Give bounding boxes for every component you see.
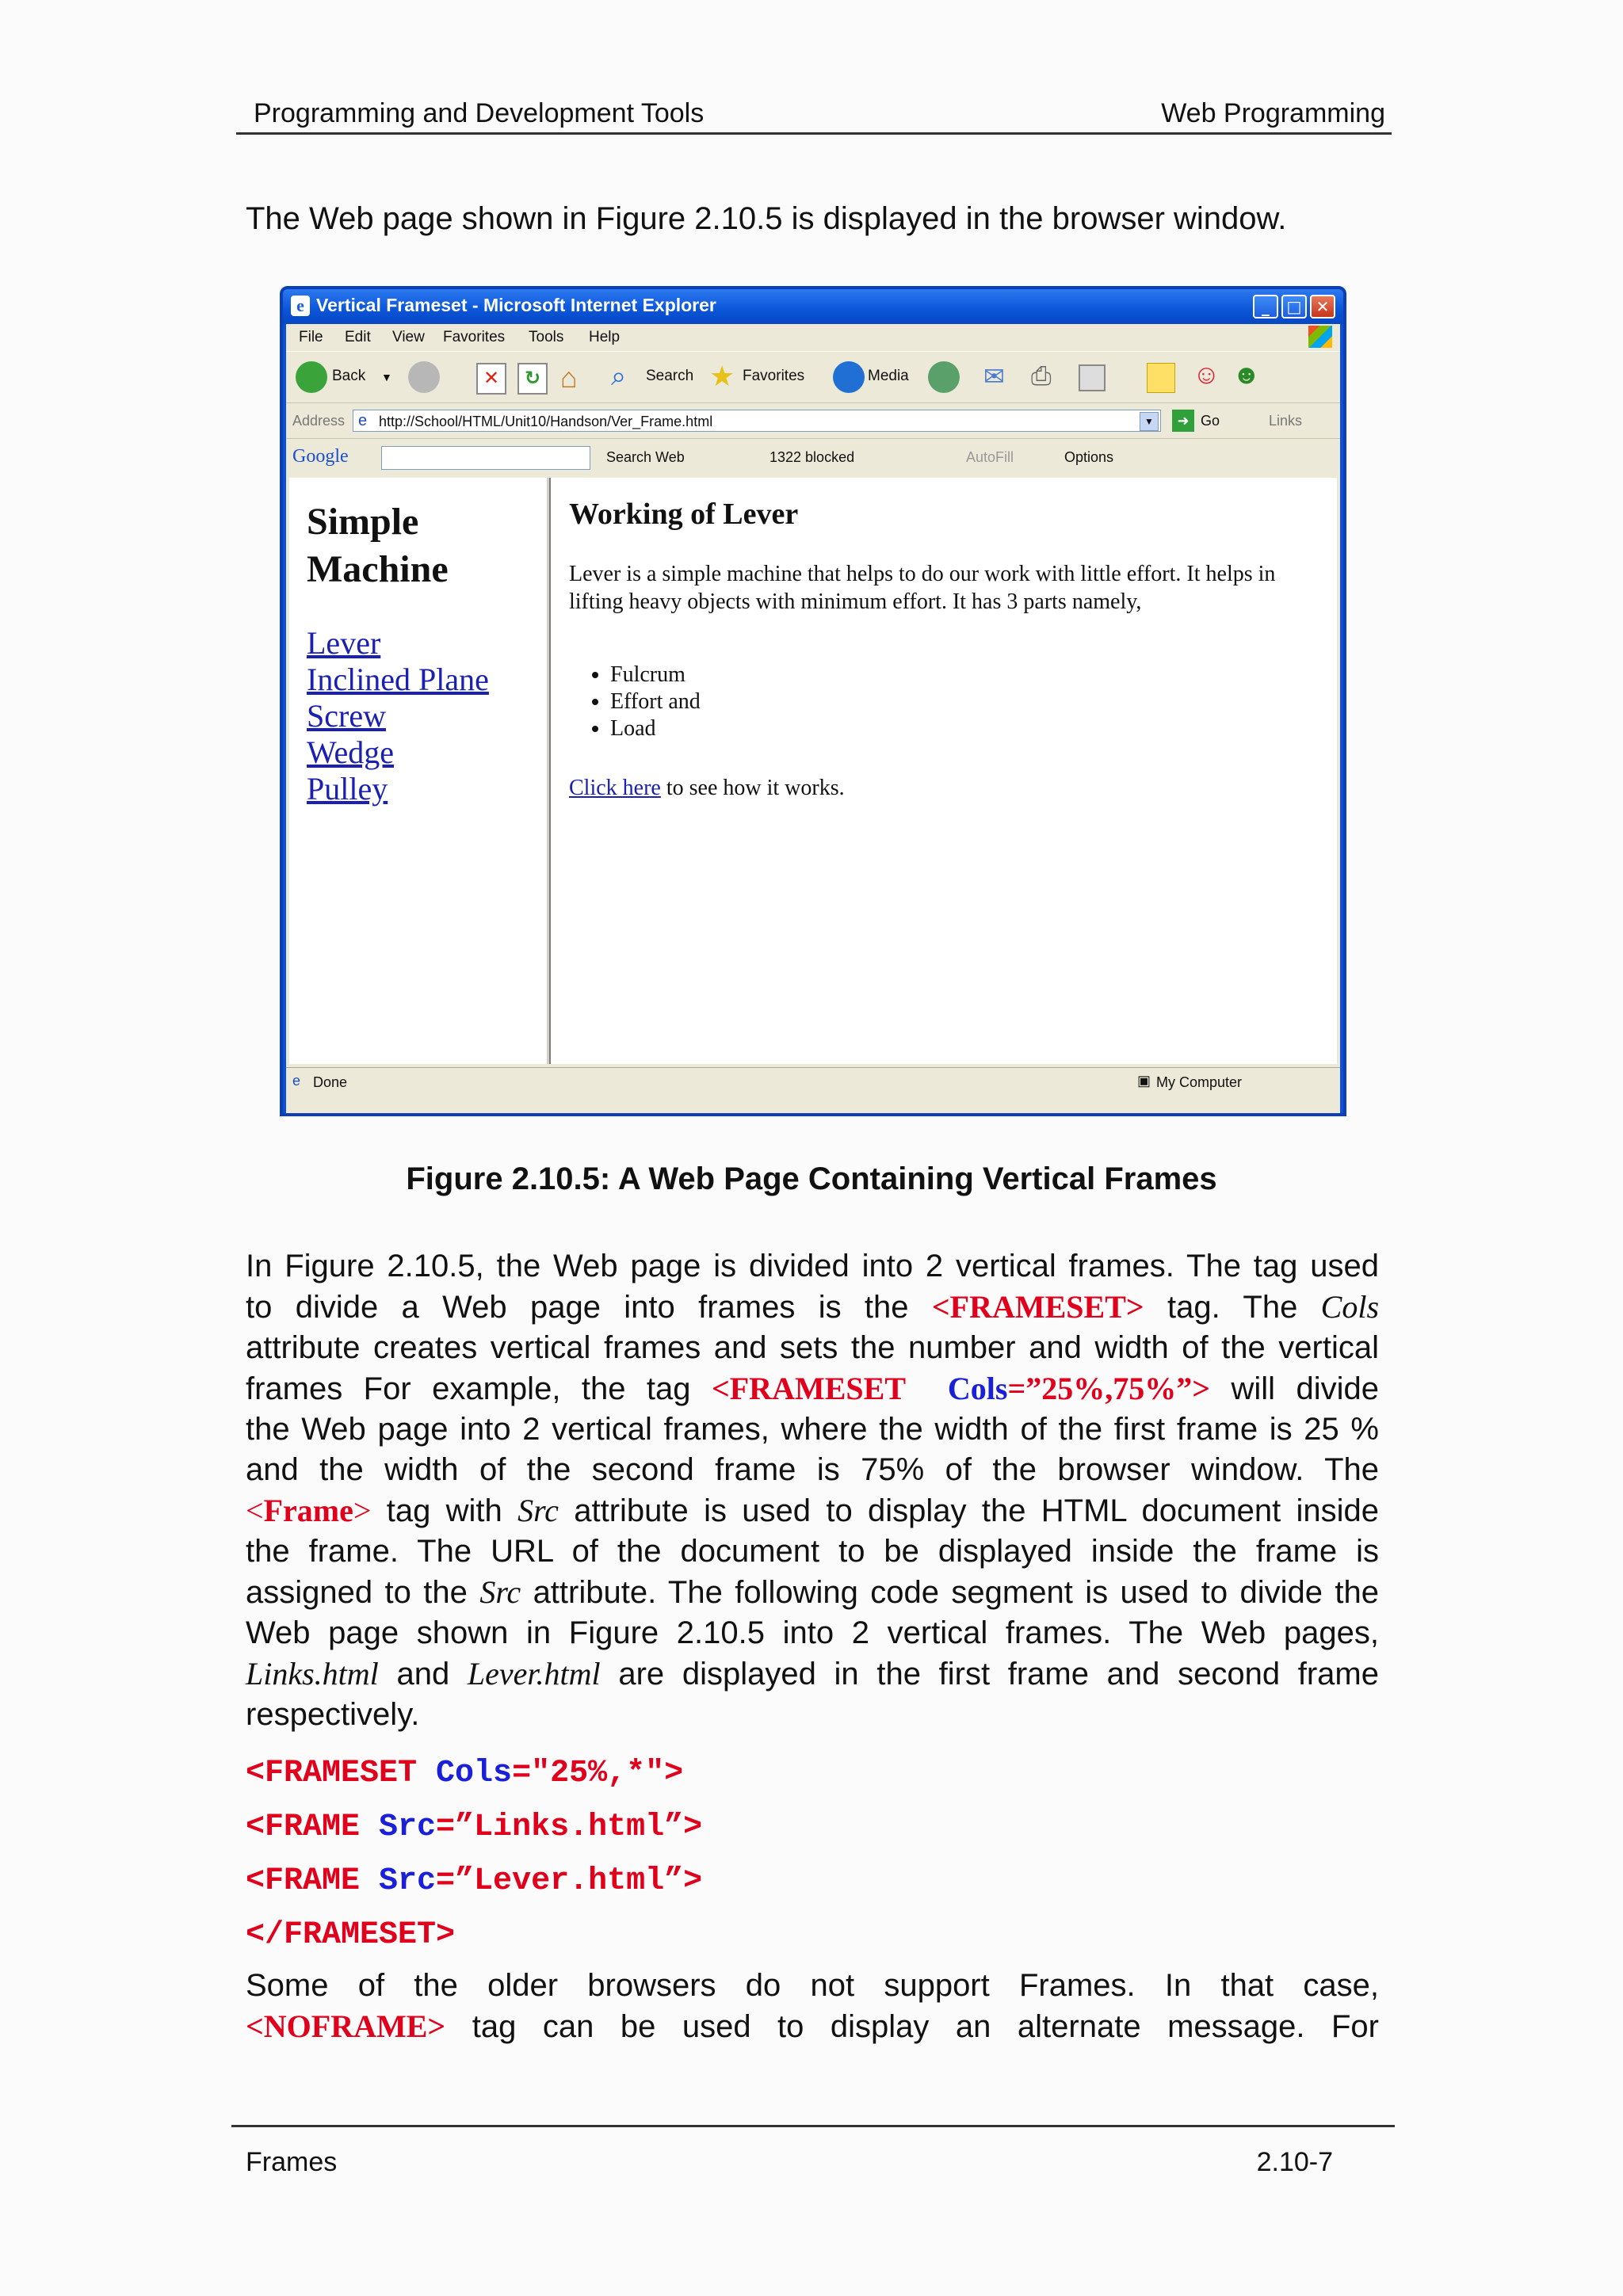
discuss-icon[interactable] — [1147, 363, 1175, 393]
refresh-icon[interactable]: ↻ — [517, 363, 548, 395]
go-button[interactable]: Go — [1201, 413, 1220, 429]
header-rule — [236, 132, 1392, 135]
browser-screenshot — [280, 286, 1346, 1116]
address-value: http://School/HTML/Unit10/Handson/Ver_Frame.html — [379, 414, 713, 429]
bullet-fulcrum: • Fulcrum — [610, 662, 701, 688]
header-left: Programming and Development Tools — [254, 98, 705, 128]
bullet-load: • Load — [610, 715, 701, 742]
maximize-button[interactable]: □ — [1281, 295, 1307, 318]
nav-link-pulley[interactable]: Pulley — [307, 771, 388, 807]
media-icon[interactable] — [833, 361, 865, 393]
nav-link-lever[interactable]: Lever — [307, 625, 381, 661]
favorites-button[interactable]: Favorites — [743, 368, 805, 384]
minimize-button[interactable]: _ — [1253, 295, 1278, 318]
options-button[interactable]: Options — [1064, 449, 1114, 465]
status-text: Done — [313, 1074, 348, 1090]
menu-favorites[interactable]: Favorites — [443, 329, 506, 345]
menu-file[interactable]: File — [299, 329, 323, 345]
bullet-effort: • Effort and — [610, 688, 701, 715]
status-bar — [286, 1067, 1340, 1097]
code-line: </FRAMESET> — [246, 1917, 456, 1953]
frameset-area — [289, 478, 1337, 1064]
contacts-icon[interactable]: ☻ — [1232, 360, 1261, 390]
google-logo[interactable]: Google — [292, 446, 349, 467]
page-number: 2.10-7 — [1256, 2147, 1333, 2177]
mail-icon[interactable]: ✉ — [983, 362, 1005, 391]
left-title-line2: Machine — [307, 548, 449, 590]
frameset-tag: <FRAMESET> — [931, 1289, 1144, 1325]
ie-icon: e — [291, 296, 310, 316]
nav-link-wedge[interactable]: Wedge — [307, 734, 395, 770]
forward-arrow-icon[interactable] — [408, 361, 440, 393]
code-line: <FRAME Src=”Lever.html”> — [246, 1863, 703, 1899]
messenger-icon[interactable]: ☺ — [1193, 360, 1220, 390]
right-heading: Working of Lever — [569, 498, 799, 531]
stop-icon[interactable]: ✕ — [476, 363, 506, 395]
home-icon[interactable]: ⌂ — [560, 361, 578, 394]
right-body: Lever is a simple machine that helps to do our work with little effort. It helps in lifting heavy objects with minimum effort. It has 3 parts namely, — [569, 562, 1276, 614]
body-paragraph: In Figure 2.10.5, the Web page is divided into 2 vertical frames. The tag used to divide a Web page into frames is the <FRAMESET> tag. The Cols attribute creates vertical frames and sets the number and width of the vertical frames For example, the tag <FRAMESET Cols=”25%,75%”> will divide the Web page into 2 vertical frames, where the width of the first frame is 25 % and the width of the second frame is 75% of the browser window. The <Frame> tag with Src attribute is used to display the HTML document inside the frame. The URL of the document to be displayed inside the frame is assigned to the Src attribute. The following code segment is used to divide the Web page shown in Figure 2.10.5 into 2 vertical frames. The Web pages, Links.html and Lever.html are displayed in the first frame and second frame respectively. — [246, 1246, 1379, 1735]
toolbar — [286, 351, 1340, 403]
print-icon[interactable]: ⎙ — [1031, 361, 1052, 390]
address-label: Address — [292, 413, 346, 429]
click-here-rest: to see how it works. — [660, 776, 845, 800]
go-arrow-icon[interactable]: ➜ — [1172, 410, 1194, 432]
title-bar — [283, 289, 1343, 324]
back-dropdown-icon[interactable]: ▼ — [381, 371, 392, 383]
address-dropdown-icon[interactable]: ▼ — [1140, 412, 1159, 431]
search-icon[interactable]: ⌕ — [611, 361, 627, 391]
computer-icon: ▣ — [1137, 1073, 1151, 1089]
left-frame — [289, 478, 551, 1064]
menu-help[interactable]: Help — [589, 329, 621, 345]
figure-caption: Figure 2.10.5: A Web Page Containing Vertical Frames — [406, 1161, 1217, 1196]
menu-bar — [286, 324, 1340, 349]
autofill-button[interactable]: AutoFill — [966, 449, 1014, 465]
right-frame — [555, 478, 1337, 1064]
back-arrow-icon[interactable] — [296, 361, 327, 393]
status-zone: My Computer — [1156, 1074, 1243, 1090]
windows-logo-icon — [1308, 326, 1332, 348]
code-line: <FRAME Src=”Links.html”> — [246, 1810, 703, 1845]
frame-tag: Frame — [263, 1493, 353, 1528]
code-line: <FRAMESET Cols="25%,*"> — [246, 1756, 684, 1791]
history-icon[interactable] — [928, 361, 960, 393]
intro-text: The Web page shown in Figure 2.10.5 is displayed in the browser window. — [246, 201, 1287, 236]
media-button[interactable]: Media — [868, 368, 909, 384]
address-bar — [286, 403, 1340, 439]
left-title-line1: Simple — [307, 501, 419, 543]
google-search-web[interactable]: Search Web — [606, 449, 685, 465]
footer-rule — [231, 2125, 1395, 2127]
menu-tools[interactable]: Tools — [529, 329, 564, 345]
close-button[interactable]: ✕ — [1310, 295, 1335, 318]
window-title: Vertical Frameset - Microsoft Internet Explorer — [316, 295, 716, 315]
noframe-tag: <NOFRAME> — [246, 2008, 446, 2044]
page-icon: e — [358, 412, 368, 429]
browser-body — [286, 324, 1340, 1113]
code-block — [246, 1753, 702, 1955]
menu-view[interactable]: View — [392, 329, 425, 345]
address-input[interactable] — [353, 410, 1161, 432]
edit-icon[interactable] — [1079, 364, 1106, 391]
links-label[interactable]: Links — [1269, 413, 1303, 429]
click-here-link[interactable]: Click here — [569, 776, 661, 800]
google-search-input[interactable] — [381, 446, 590, 470]
header-right: Web Programming — [1161, 98, 1385, 128]
nav-link-screw[interactable]: Screw — [307, 698, 386, 734]
footer-left: Frames — [246, 2147, 338, 2177]
favorites-star-icon[interactable]: ★ — [709, 360, 735, 392]
menu-edit[interactable]: Edit — [345, 329, 371, 345]
status-page-icon: e — [292, 1073, 301, 1089]
body-line: In Figure 2.10.5, the Web page is divided into 2 vertical frames. The tag used — [246, 1249, 1379, 1283]
popup-blocked-count[interactable]: 1322 blocked — [769, 449, 855, 465]
search-button[interactable]: Search — [646, 368, 694, 384]
nav-link-inclined-plane[interactable]: Inclined Plane — [307, 662, 489, 697]
google-toolbar — [286, 440, 1340, 475]
back-button[interactable]: Back — [332, 368, 366, 384]
noframe-paragraph: Some of the older browsers do not support Frames. In that case, <NOFRAME> tag can be used to display an alternate message. For — [246, 1968, 1379, 2044]
